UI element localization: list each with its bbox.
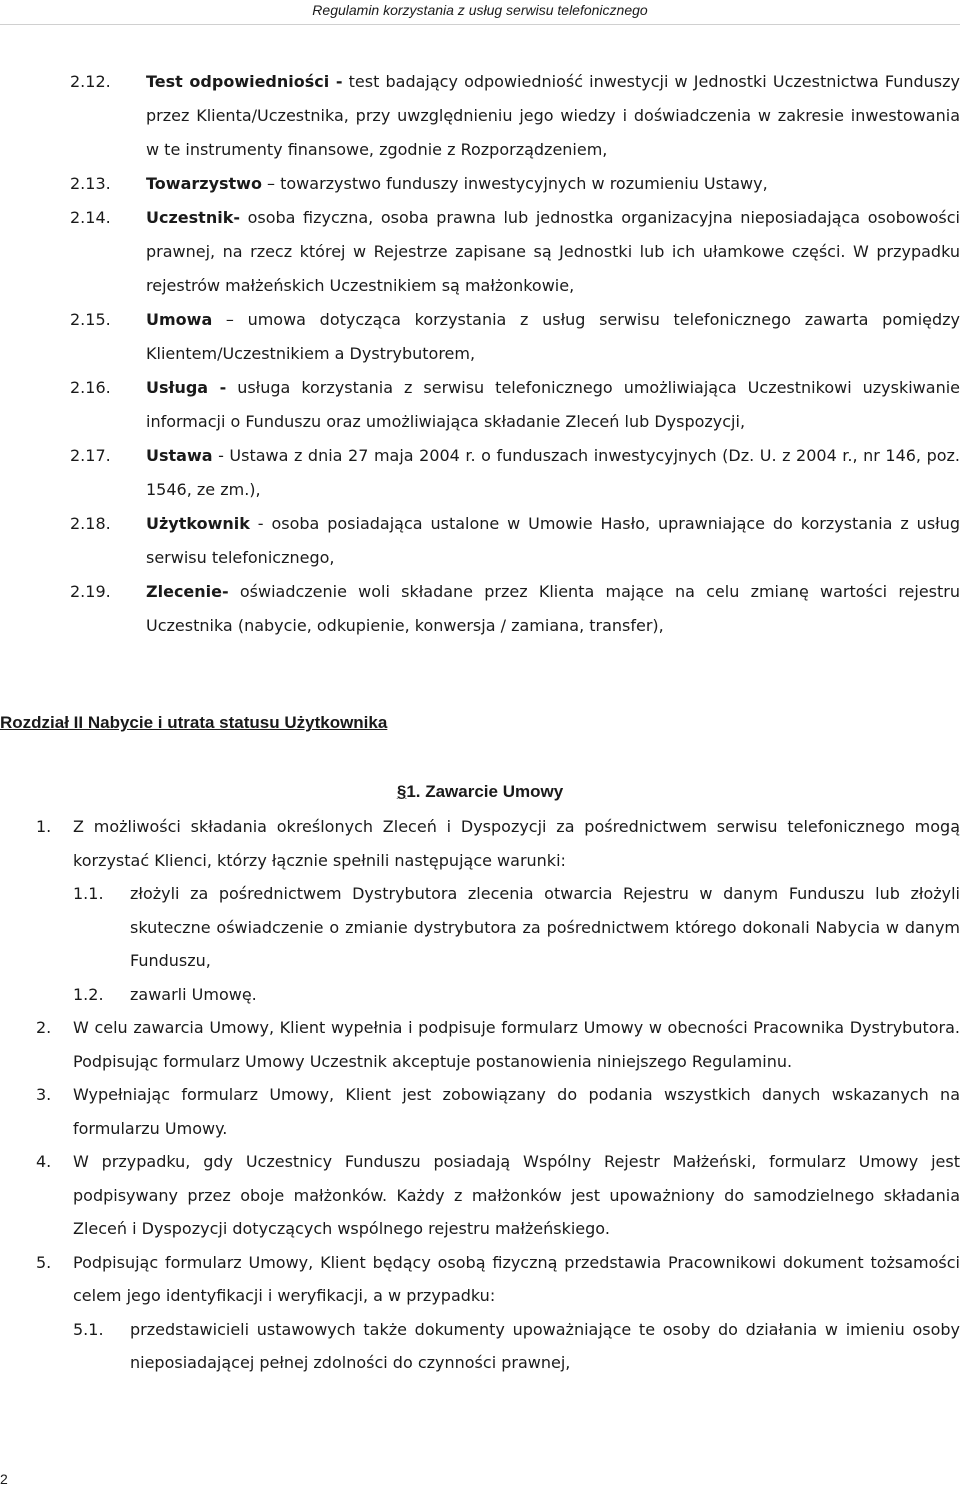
definition-text: osoba fizyczna, osoba prawna lub jednostka organizacyjna nieposiadająca osobowości prawnej, na rzecz której w Rejestrze zapisane są Jednostki lub ich ułamkowe części. W przypadku rejestrów małżeńskich Uczestnikiem są małżonkowie, [146,208,960,295]
list-item-text: Podpisując formularz Umowy, Klient będący osobą fizyczną przedstawia Pracownikowi dokument tożsamości celem jego identyfikacji i weryfikacji, a w przypadku: [73,1252,960,1305]
definition-item [70,575,960,643]
running-header: Regulamin korzystania z usług serwisu telefonicznego [312,2,648,18]
sub-item [73,978,960,1012]
list-item-number: 2. [36,1018,52,1037]
definition-text: - Ustawa z dnia 27 maja 2004 r. o funduszach inwestycyjnych (Dz. U. z 2004 r., nr 146, poz. 1546, ze zm.), [146,446,960,499]
definition-text: test badający odpowiedniość inwestycji w Jednostki Uczestnictwa Funduszy przez Klienta/Uczestnika, przy uwzględnieniu jego wiedzy i doświadczenia w zakresie inwestowania w te instrumenty finansowe, zgodnie z Rozporządzeniem, [146,72,960,159]
definition-term: Uczestnik- [146,208,240,227]
list-item [36,1078,960,1145]
definition-term: Towarzystwo [146,174,262,193]
chapter-heading: Rozdział II Nabycie i utrata statusu Użytkownika [0,713,388,732]
definition-text: - osoba posiadająca ustalone w Umowie Hasło, uprawniające do korzystania z usług serwisu telefonicznego, [146,514,960,567]
list-item-number: 3. [36,1085,52,1104]
definition-item [70,371,960,439]
definition-item [70,303,960,371]
list-item-text: Z możliwości składania określonych Zleceń i Dyspozycji za pośrednictwem serwisu telefonicznego mogą korzystać Klienci, którzy łącznie spełnili następujące warunki: [73,817,960,870]
sub-item-number: 1.2. [73,984,104,1004]
definition-term: Test odpowiedniości - [146,72,343,91]
definition-term: Usługa - [146,378,227,397]
definition-item [70,507,960,575]
list-item-number: 4. [36,1152,52,1171]
page-number: 2 [0,1471,8,1487]
section-title-text: 1. Zawarcie Umowy [406,782,564,801]
list-item [36,1145,960,1246]
sub-item [73,1313,960,1380]
definition-term: Umowa [146,310,213,329]
sub-item-text: zawarli Umowę. [130,984,257,1004]
definition-number: 2.19. [70,582,111,601]
list-item-text: W celu zawarcia Umowy, Klient wypełnia i podpisuje formularz Umowy w obecności Pracownika Dystrybutora. Podpisując formularz Umowy Uczestnik akceptuje postanowienia niniejszego Regulaminu. [73,1018,960,1071]
definition-text: oświadczenie woli składane przez Klienta mające na celu zmianę wartości rejestru Uczestnika (nabycie, odkupienie, konwersja / zamiana, transfer), [146,582,960,635]
list-item [36,810,960,1011]
sub-item [73,877,960,978]
definitions-list [70,65,960,643]
sub-item-number: 5.1. [73,1319,104,1339]
definition-term: Użytkownik [146,514,250,533]
definition-number: 2.12. [70,72,111,91]
definition-term: Zlecenie- [146,582,229,601]
definition-term: Ustawa [146,446,213,465]
list-item-text: W przypadku, gdy Uczestnicy Funduszu posiadają Wspólny Rejestr Małżeński, formularz Umowy jest podpisywany przez oboje małżonków. Każdy z małżonków jest upoważniony do samodzielnego składania Zleceń i Dyspozycji dotyczących wspólnego rejestru małżeńskiego. [73,1152,960,1238]
section-heading [0,775,960,809]
definition-number: 2.17. [70,446,111,465]
numbered-list [36,810,960,1380]
list-item-text: Wypełniając formularz Umowy, Klient jest zobowiązany do podania wszystkich danych wskazanych na formularzu Umowy. [73,1085,960,1138]
sub-item-text: przedstawicieli ustawowych także dokumenty upoważniające te osoby do działania w imieniu osoby nieposiadającej pełnej zdolności do czynności prawnej, [130,1319,960,1372]
list-item [36,1246,960,1380]
definition-number: 2.13. [70,174,111,193]
header-divider [0,24,960,25]
definition-text: usługa korzystania z serwisu telefonicznego umożliwiająca Uczestnikowi uzyskiwanie informacji o Funduszu oraz umożliwiająca składanie Zleceń lub Dyspozycji, [146,378,960,431]
definition-number: 2.18. [70,514,111,533]
definition-text: – umowa dotycząca korzystania z usług serwisu telefonicznego zawarta pomiędzy Klientem/Uczestnikiem a Dystrybutorem, [146,310,960,363]
definition-number: 2.15. [70,310,111,329]
definition-item [70,201,960,303]
definition-text: – towarzystwo funduszy inwestycyjnych w rozumieniu Ustawy, [261,174,768,193]
definition-item [70,65,960,167]
list-item-number: 1. [36,817,52,836]
sub-item-text: złożyli za pośrednictwem Dystrybutora zlecenia otwarcia Rejestru w danym Funduszu lub złożyli skuteczne oświadczenie o zmianie dystrybutora za pośrednictwem którego dokonali Nabycia w danym Funduszu, [130,884,960,970]
sub-item-number: 1.1. [73,884,104,903]
list-item [36,1011,960,1078]
section-sign: § [396,782,407,801]
definition-item [70,167,960,201]
definition-number: 2.16. [70,378,111,397]
list-item-number: 5. [36,1252,52,1272]
definition-item [70,439,960,507]
definition-number: 2.14. [70,208,111,227]
